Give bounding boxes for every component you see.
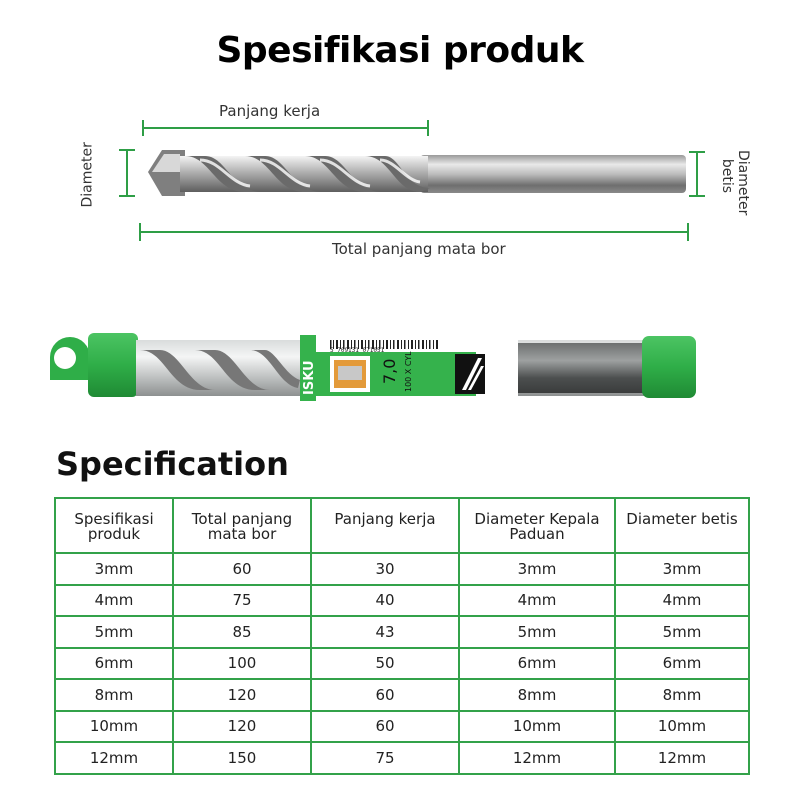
column-header: Panjang kerja (311, 498, 459, 553)
table-cell: 4mm (55, 585, 173, 617)
table-row (55, 742, 749, 774)
table-cell: 10mm (615, 711, 749, 743)
size-label: 7,0 (380, 358, 399, 384)
table-cell: 4mm (459, 585, 615, 617)
brand-label: ISKU (302, 360, 317, 395)
table-cell: 30 (311, 553, 459, 585)
column-header: Diameter betis (615, 498, 749, 553)
table-cell: 3mm (459, 553, 615, 585)
packaged-drill-bit (50, 333, 696, 401)
table-row (55, 585, 749, 617)
table-cell: 6mm (615, 648, 749, 680)
table-row (55, 553, 749, 585)
table-cell: 120 (173, 711, 311, 743)
table-cell: 6mm (55, 648, 173, 680)
table-cell: 12mm (615, 742, 749, 774)
table-cell: 5mm (55, 616, 173, 648)
table-row (55, 648, 749, 680)
barcode-number: 5 709131 071051 (330, 347, 385, 354)
table-cell: 5mm (615, 616, 749, 648)
spec-heading: Specification (56, 445, 289, 483)
table-header-row (55, 498, 749, 553)
table-cell: 3mm (615, 553, 749, 585)
table-cell: 8mm (459, 679, 615, 711)
total-length-label: Total panjang mata bor (332, 240, 506, 258)
table-row (55, 679, 749, 711)
table-cell: 12mm (459, 742, 615, 774)
table-cell: 40 (311, 585, 459, 617)
shank-diameter-label (719, 141, 751, 216)
table-cell: 6mm (459, 648, 615, 680)
table-cell: 60 (311, 711, 459, 743)
table-cell: 4mm (615, 585, 749, 617)
size-sub-label: 100 X CYL (404, 351, 413, 392)
column-header: Diameter Kepala Paduan (459, 498, 615, 553)
spec-table (54, 497, 750, 775)
table-cell: 85 (173, 616, 311, 648)
table-cell: 8mm (615, 679, 749, 711)
table-cell: 120 (173, 679, 311, 711)
working-length-label: Panjang kerja (219, 102, 321, 120)
table-cell: 150 (173, 742, 311, 774)
table-cell: 12mm (55, 742, 173, 774)
column-header: Total panjang mata bor (173, 498, 311, 553)
table-cell: 10mm (459, 711, 615, 743)
drill-bit (148, 150, 686, 196)
shank-diameter-bracket (689, 152, 705, 196)
table-cell: 10mm (55, 711, 173, 743)
table-cell: 43 (311, 616, 459, 648)
table-cell: 75 (173, 585, 311, 617)
table-row (55, 616, 749, 648)
table-row (55, 711, 749, 743)
table-cell: 60 (311, 679, 459, 711)
table-cell: 75 (311, 742, 459, 774)
table-cell: 100 (173, 648, 311, 680)
table-cell: 3mm (55, 553, 173, 585)
working-length-dimension (143, 120, 428, 136)
table-cell: 50 (311, 648, 459, 680)
page-title: Spesifikasi produk (216, 30, 584, 71)
total-length-dimension (140, 223, 688, 241)
table-cell: 60 (173, 553, 311, 585)
diameter-label: Diameter (79, 142, 96, 208)
table-cell: 5mm (459, 616, 615, 648)
column-header: Spesifikasi produk (55, 498, 173, 553)
shank-diameter-label-text: Diameter betis (719, 150, 751, 216)
table-cell: 8mm (55, 679, 173, 711)
diameter-bracket (119, 150, 135, 196)
